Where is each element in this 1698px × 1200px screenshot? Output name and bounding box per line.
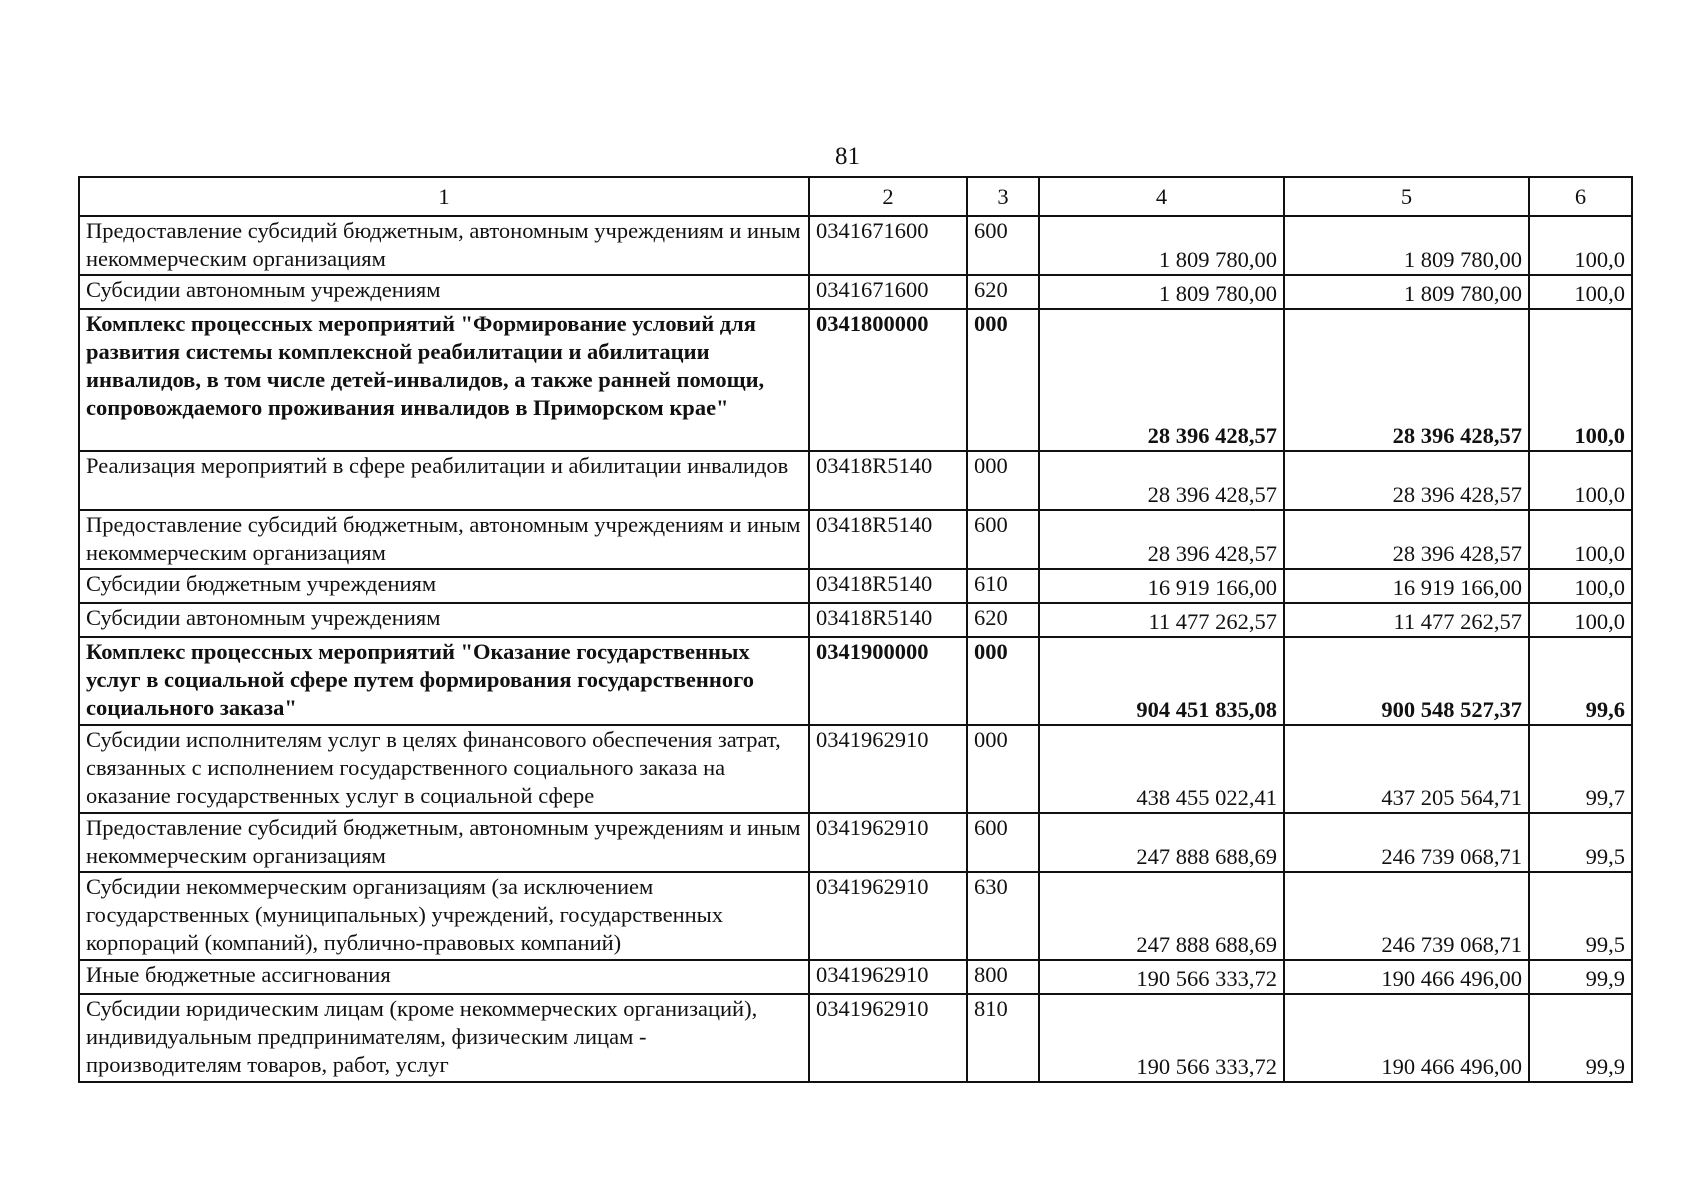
row-name: Предоставление субсидий бюджетным, автономным учреждениям и иным некоммерческим организациям (79, 216, 809, 275)
row-type: 810 (967, 994, 1039, 1082)
row-fact: 190 466 496,00 (1284, 994, 1529, 1082)
table-row (79, 960, 1632, 994)
row-plan: 11 477 262,57 (1039, 603, 1284, 637)
row-fact: 246 739 068,71 (1284, 872, 1529, 960)
row-pct: 100,0 (1529, 603, 1632, 637)
table-row (79, 510, 1632, 569)
row-fact: 11 477 262,57 (1284, 603, 1529, 637)
row-code: 0341962910 (809, 994, 967, 1082)
row-type: 620 (967, 603, 1039, 637)
row-plan: 438 455 022,41 (1039, 725, 1284, 813)
column-header: 5 (1284, 177, 1529, 216)
row-fact: 1 809 780,00 (1284, 275, 1529, 309)
row-pct: 99,6 (1529, 637, 1632, 725)
row-code: 0341800000 (809, 309, 967, 451)
budget-table (78, 176, 1633, 1083)
table-row (79, 872, 1632, 960)
table-row (79, 309, 1632, 451)
table-row (79, 216, 1632, 275)
row-name: Субсидии автономным учреждениям (79, 603, 809, 637)
row-name: Комплекс процессных мероприятий "Оказание государственных услуг в социальной сфере путем формирования государственного социального заказа" (79, 637, 809, 725)
row-code: 0341900000 (809, 637, 967, 725)
row-code: 0341962910 (809, 725, 967, 813)
column-header: 4 (1039, 177, 1284, 216)
table-row (79, 275, 1632, 309)
row-type: 000 (967, 725, 1039, 813)
row-code: 03418R5140 (809, 569, 967, 603)
row-pct: 100,0 (1529, 569, 1632, 603)
row-plan: 16 919 166,00 (1039, 569, 1284, 603)
table-row (79, 603, 1632, 637)
row-plan: 1 809 780,00 (1039, 216, 1284, 275)
row-plan: 28 396 428,57 (1039, 510, 1284, 569)
column-header: 1 (79, 177, 809, 216)
row-type: 000 (967, 309, 1039, 451)
row-type: 620 (967, 275, 1039, 309)
row-name: Реализация мероприятий в сфере реабилитации и абилитации инвалидов (79, 451, 809, 510)
row-plan: 190 566 333,72 (1039, 994, 1284, 1082)
row-code: 03418R5140 (809, 510, 967, 569)
row-name: Субсидии некоммерческим организациям (за исключением государственных (муниципальных) учреждений, государственных корпораций (компаний), публично-правовых компаний) (79, 872, 809, 960)
row-type: 000 (967, 637, 1039, 725)
row-pct: 99,5 (1529, 813, 1632, 872)
row-fact: 1 809 780,00 (1284, 216, 1529, 275)
row-pct: 100,0 (1529, 275, 1632, 309)
row-name: Предоставление субсидий бюджетным, автономным учреждениям и иным некоммерческим организациям (79, 813, 809, 872)
row-pct: 100,0 (1529, 309, 1632, 451)
table-row (79, 451, 1632, 510)
row-code: 0341671600 (809, 216, 967, 275)
row-fact: 437 205 564,71 (1284, 725, 1529, 813)
table-row (79, 569, 1632, 603)
row-name: Субсидии автономным учреждениям (79, 275, 809, 309)
row-code: 0341671600 (809, 275, 967, 309)
row-type: 000 (967, 451, 1039, 510)
row-pct: 99,7 (1529, 725, 1632, 813)
row-pct: 100,0 (1529, 451, 1632, 510)
row-plan: 1 809 780,00 (1039, 275, 1284, 309)
row-name: Иные бюджетные ассигнования (79, 960, 809, 994)
table-row (79, 725, 1632, 813)
page-number: 81 (835, 143, 860, 170)
row-code: 0341962910 (809, 872, 967, 960)
row-fact: 28 396 428,57 (1284, 510, 1529, 569)
row-name: Предоставление субсидий бюджетным, автономным учреждениям и иным некоммерческим организациям (79, 510, 809, 569)
row-plan: 28 396 428,57 (1039, 309, 1284, 451)
row-type: 800 (967, 960, 1039, 994)
row-plan: 247 888 688,69 (1039, 872, 1284, 960)
row-code: 03418R5140 (809, 603, 967, 637)
table-row (79, 637, 1632, 725)
row-pct: 99,5 (1529, 872, 1632, 960)
row-code: 0341962910 (809, 960, 967, 994)
row-plan: 904 451 835,08 (1039, 637, 1284, 725)
row-type: 630 (967, 872, 1039, 960)
column-header: 2 (809, 177, 967, 216)
column-header: 6 (1529, 177, 1632, 216)
row-name: Комплекс процессных мероприятий "Формирование условий для развития системы комплексной реабилитации и абилитации инвалидов, в том числе детей-инвалидов, а также ранней помощи, сопровождаемого проживания инвалидов в Приморском крае" (79, 309, 809, 451)
row-fact: 190 466 496,00 (1284, 960, 1529, 994)
row-type: 600 (967, 510, 1039, 569)
row-plan: 247 888 688,69 (1039, 813, 1284, 872)
row-fact: 900 548 527,37 (1284, 637, 1529, 725)
row-pct: 100,0 (1529, 216, 1632, 275)
row-plan: 190 566 333,72 (1039, 960, 1284, 994)
row-pct: 99,9 (1529, 960, 1632, 994)
table-row (79, 813, 1632, 872)
row-fact: 28 396 428,57 (1284, 451, 1529, 510)
row-name: Субсидии бюджетным учреждениям (79, 569, 809, 603)
row-code: 0341962910 (809, 813, 967, 872)
row-name: Субсидии юридическим лицам (кроме некоммерческих организаций), индивидуальным предпринимателям, физическим лицам - производителям товаров, работ, услуг (79, 994, 809, 1082)
row-type: 600 (967, 813, 1039, 872)
row-name: Субсидии исполнителям услуг в целях финансового обеспечения затрат, связанных с исполнением государственного социального заказа на оказание государственных услуг в социальной сфере (79, 725, 809, 813)
row-fact: 28 396 428,57 (1284, 309, 1529, 451)
column-header-row (79, 177, 1632, 216)
row-fact: 16 919 166,00 (1284, 569, 1529, 603)
table-row (79, 994, 1632, 1082)
row-type: 600 (967, 216, 1039, 275)
column-header: 3 (967, 177, 1039, 216)
row-pct: 99,9 (1529, 994, 1632, 1082)
row-plan: 28 396 428,57 (1039, 451, 1284, 510)
row-code: 03418R5140 (809, 451, 967, 510)
row-fact: 246 739 068,71 (1284, 813, 1529, 872)
row-type: 610 (967, 569, 1039, 603)
row-pct: 100,0 (1529, 510, 1632, 569)
